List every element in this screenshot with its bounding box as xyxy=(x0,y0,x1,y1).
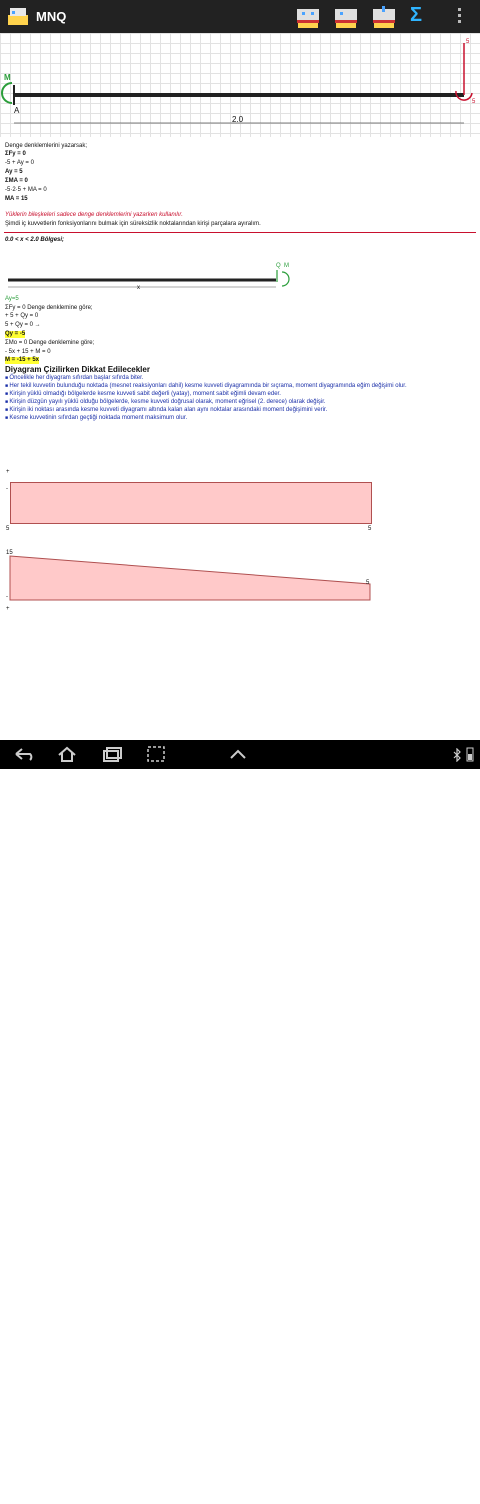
chevron-up-icon[interactable] xyxy=(228,748,248,760)
status-clock: 21:37 xyxy=(400,1483,446,1503)
battery-icon xyxy=(466,746,474,762)
cut-beam-drawing xyxy=(4,262,294,300)
moment-right-value: 5 xyxy=(366,580,370,586)
internal-forces-note: Şimdi iç kuvvetlerin fonksiyonlarını bulmak için süreksizlik noktalarından kirişi parçalara ayıralım. xyxy=(5,221,261,227)
system-navigation-bar xyxy=(0,740,480,1503)
fy-equation: -5 + Ay = 0 xyxy=(5,160,34,166)
beam-cantilever-icon[interactable] xyxy=(332,3,360,31)
moment-diagram xyxy=(8,554,374,604)
region-sum-fy: ΣFy = 0 Denge denklemine göre; xyxy=(5,305,93,311)
shear-left-value: 5 xyxy=(6,526,10,532)
moment-left-label: M xyxy=(4,73,11,82)
section-divider xyxy=(4,232,476,233)
shear-diagram xyxy=(10,482,372,524)
tip-item: ■ Kirişin yüklü olmadığı bölgelerde kesme kuvveti sabit değerli (yatay), moment sabit eğimli devam eder. xyxy=(5,391,281,398)
tip-item: ■ Kirişin düzgün yayılı yüklü olduğu bölgelerde, kesme kuvveti doğrusal olarak, moment eğrisel (2. derece) olarak değişir. xyxy=(5,399,326,406)
tip-item: ■ Kirişin iki noktası arasında kesme kuvveti diyagramı altında kalan alan aynı noktalar arasındaki moment değişimini verir. xyxy=(5,407,327,414)
moment-minus-label: - xyxy=(6,594,8,600)
app-title: MNQ xyxy=(36,9,67,24)
moment-right-label: 5 xyxy=(472,99,476,105)
beam-load-icon[interactable] xyxy=(370,3,398,31)
region-sum-mo: ΣMo = 0 Denge denklemine göre; xyxy=(5,340,95,346)
shear-minus-label: - xyxy=(6,486,8,492)
beam-canvas xyxy=(0,33,480,137)
region-qy: Qy = -5 xyxy=(5,331,26,337)
sigma-icon[interactable]: Σ xyxy=(410,4,423,26)
ma-result: MA = 15 xyxy=(5,196,28,202)
beam-simple-icon[interactable] xyxy=(294,3,322,31)
region-mo-eq: - 5x + 15 + M = 0 xyxy=(5,349,51,355)
sum-ma: ΣMA = 0 xyxy=(5,178,28,184)
moment-plus-label: + xyxy=(6,606,10,612)
sum-fy: ΣFy = 0 xyxy=(5,151,26,157)
screenshot-icon[interactable] xyxy=(146,745,166,763)
shear-right-value: 5 xyxy=(368,526,372,532)
region-title: 0.0 < x < 2.0 Bölgesi; xyxy=(5,237,65,243)
region-fy-eq2: 5 + Qy = 0 → xyxy=(5,322,41,328)
shear-plus-label: + xyxy=(6,469,10,475)
support-a-label: A xyxy=(14,106,20,115)
cut-x-label: x xyxy=(137,285,140,291)
recent-apps-icon[interactable] xyxy=(102,746,124,762)
region-fy-eq: + 5 + Qy = 0 xyxy=(5,313,39,319)
tip-item: ■ Kesme kuvvetinin sıfırdan geçtiği noktada moment maksimum olur. xyxy=(5,415,187,422)
overflow-menu-icon[interactable] xyxy=(458,8,462,26)
action-bar xyxy=(0,0,480,33)
cut-q-label: Q xyxy=(276,263,281,269)
equations-intro: Denge denklemlerini yazarsak; xyxy=(5,143,88,149)
bluetooth-icon xyxy=(452,748,462,762)
ma-equation: -5·2·5 + MA = 0 xyxy=(5,187,47,193)
app-icon xyxy=(6,5,30,27)
span-label: 2.0 xyxy=(232,115,244,124)
home-icon[interactable] xyxy=(56,745,78,763)
back-icon[interactable] xyxy=(14,746,36,762)
tip-item: ■ Her tekil kuvvetin bulunduğu noktada (mesnet reaksiyonları dahil) kesme kuvveti diyagramında bir sıçrama, moment diyagramında eğim değişimi olur. xyxy=(5,383,407,390)
cut-ay-label: Ay=5 xyxy=(5,296,19,302)
ay-result: Ay = 5 xyxy=(5,169,23,175)
tip-item: ■ Öncelikle her diyagram sıfırdan başlar sıfırda biter. xyxy=(5,375,143,382)
resultant-note: Yüklerin bileşkeleri sadece denge denklemlerini yazarken kullanılır. xyxy=(5,212,183,218)
tips-heading: Diyagram Çizilirken Dikkat Edilecekler xyxy=(5,365,150,374)
cut-m-label: M xyxy=(284,263,289,269)
load-value-label: 5 xyxy=(466,39,470,45)
region-m: M = -15 + 5x xyxy=(5,357,40,363)
moment-left-value: 15 xyxy=(6,550,13,556)
